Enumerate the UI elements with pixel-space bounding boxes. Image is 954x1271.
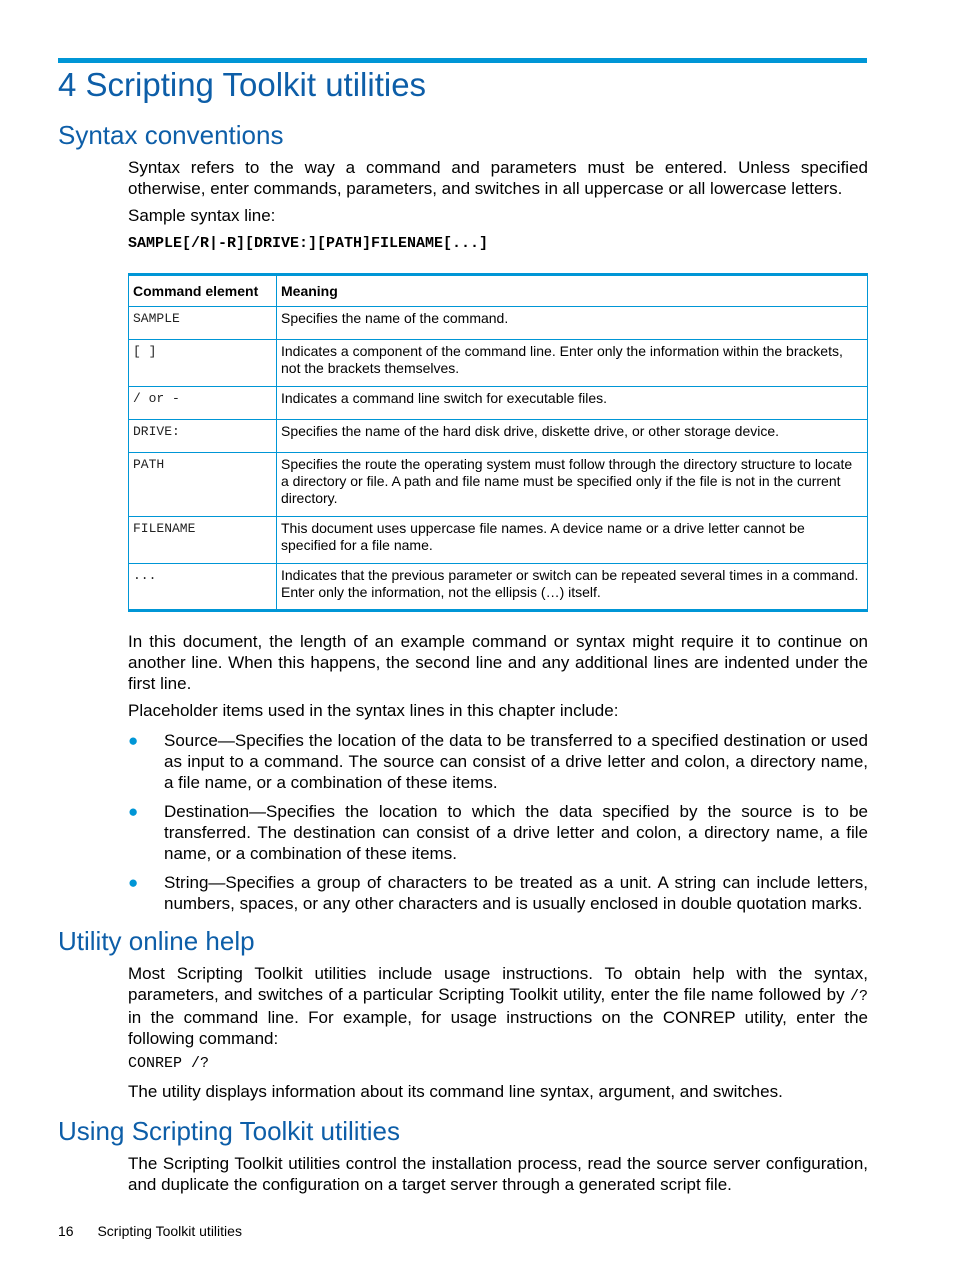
section-heading-syntax: Syntax conventions bbox=[58, 120, 284, 150]
bullet-icon: ● bbox=[128, 731, 139, 750]
section-heading-using: Using Scripting Toolkit utilities bbox=[58, 1116, 400, 1146]
table-header-row bbox=[129, 275, 868, 307]
table-row bbox=[129, 340, 868, 387]
help-text-part2: in the command line. For example, for usage instructions on the CONREP utility, enter the following command: bbox=[128, 1008, 868, 1048]
meaning-cell: Specifies the name of the command. bbox=[277, 307, 868, 340]
syntax-table bbox=[128, 273, 868, 612]
command-element-cell: [ ] bbox=[129, 340, 277, 387]
syntax-intro: Syntax refers to the way a command and parameters must be entered. Unless specified otherwise, enter commands, parameters, and switches in all uppercase or all lowercase letters. bbox=[128, 158, 868, 198]
list-item bbox=[128, 872, 868, 914]
header-command-element: Command element bbox=[129, 275, 277, 307]
page-footer bbox=[58, 1223, 242, 1239]
meaning-cell: Indicates that the previous parameter or switch can be repeated several times in a command. Enter only the information, not the ellipsis (…) itself. bbox=[277, 564, 868, 611]
help-command-example: CONREP /? bbox=[128, 1055, 210, 1072]
command-element-cell: PATH bbox=[129, 453, 277, 517]
chapter-title: 4 Scripting Toolkit utilities bbox=[58, 66, 427, 103]
sample-syntax-line: SAMPLE[/R|-R][DRIVE:][PATH]FILENAME[...] bbox=[128, 235, 489, 252]
page-number: 16 bbox=[58, 1223, 74, 1239]
header-meaning: Meaning bbox=[277, 275, 868, 307]
meaning-cell: Indicates a component of the command line. Enter only the information within the brackets, not the brackets themselves. bbox=[277, 340, 868, 387]
help-paragraph bbox=[128, 963, 868, 1049]
meaning-cell: Specifies the name of the hard disk drive, diskette drive, or other storage device. bbox=[277, 420, 868, 453]
table-row bbox=[129, 307, 868, 340]
chapter-rule bbox=[58, 58, 867, 63]
sample-syntax-label: Sample syntax line: bbox=[128, 206, 276, 225]
meaning-cell: Indicates a command line switch for executable files. bbox=[277, 387, 868, 420]
meaning-cell: Specifies the route the operating system must follow through the directory structure to locate a directory or file. A path and file name must be specified only if the file is not in the current directory. bbox=[277, 453, 868, 517]
section-heading-help: Utility online help bbox=[58, 926, 255, 956]
command-element-cell: FILENAME bbox=[129, 517, 277, 564]
help-text-part1: Most Scripting Toolkit utilities include usage instructions. To obtain help with the syntax, parameters, and switches of a particular Scripting Toolkit utility, enter the file name followed by bbox=[128, 964, 868, 1004]
running-title: Scripting Toolkit utilities bbox=[97, 1223, 242, 1239]
continuation-note: In this document, the length of an example command or syntax might require it to continue on another line. When this happens, the second line and any additional lines are indented under the first line. bbox=[128, 632, 868, 693]
bullet-icon: ● bbox=[128, 802, 139, 821]
table-row bbox=[129, 517, 868, 564]
placeholder-list bbox=[128, 730, 868, 922]
command-element-cell: DRIVE: bbox=[129, 420, 277, 453]
meaning-cell: This document uses uppercase file names. A device name or a drive letter cannot be specified for a file name. bbox=[277, 517, 868, 564]
bullet-icon: ● bbox=[128, 873, 139, 892]
command-element-cell: / or - bbox=[129, 387, 277, 420]
command-element-cell: ... bbox=[129, 564, 277, 611]
command-element-cell: SAMPLE bbox=[129, 307, 277, 340]
table-row bbox=[129, 453, 868, 517]
table-row bbox=[129, 564, 868, 611]
list-item bbox=[128, 801, 868, 864]
list-item-text: Source—Specifies the location of the data to be transferred to a specified destination or used as input to a command. The source can consist of a drive letter and colon, a directory name, a file name, or a combination of these items. bbox=[164, 731, 868, 792]
help-after: The utility displays information about its command line syntax, argument, and switches. bbox=[128, 1082, 783, 1101]
table-row bbox=[129, 420, 868, 453]
table-row bbox=[129, 387, 868, 420]
list-item-text: Destination—Specifies the location to which the data specified by the source is to be transferred. The destination can consist of a drive letter and colon, a directory name, a file name, or a combination of these items. bbox=[164, 802, 868, 863]
using-paragraph: The Scripting Toolkit utilities control the installation process, read the source server configuration, and duplicate the configuration on a target server through a generated script file. bbox=[128, 1154, 868, 1194]
help-inline-code: /? bbox=[849, 988, 868, 1005]
list-item-text: String—Specifies a group of characters to be treated as a unit. A string can include letters, numbers, spaces, or any other characters and is usually enclosed in double quotation marks. bbox=[164, 873, 868, 913]
list-item bbox=[128, 730, 868, 793]
placeholder-intro: Placeholder items used in the syntax lines in this chapter include: bbox=[128, 701, 619, 720]
